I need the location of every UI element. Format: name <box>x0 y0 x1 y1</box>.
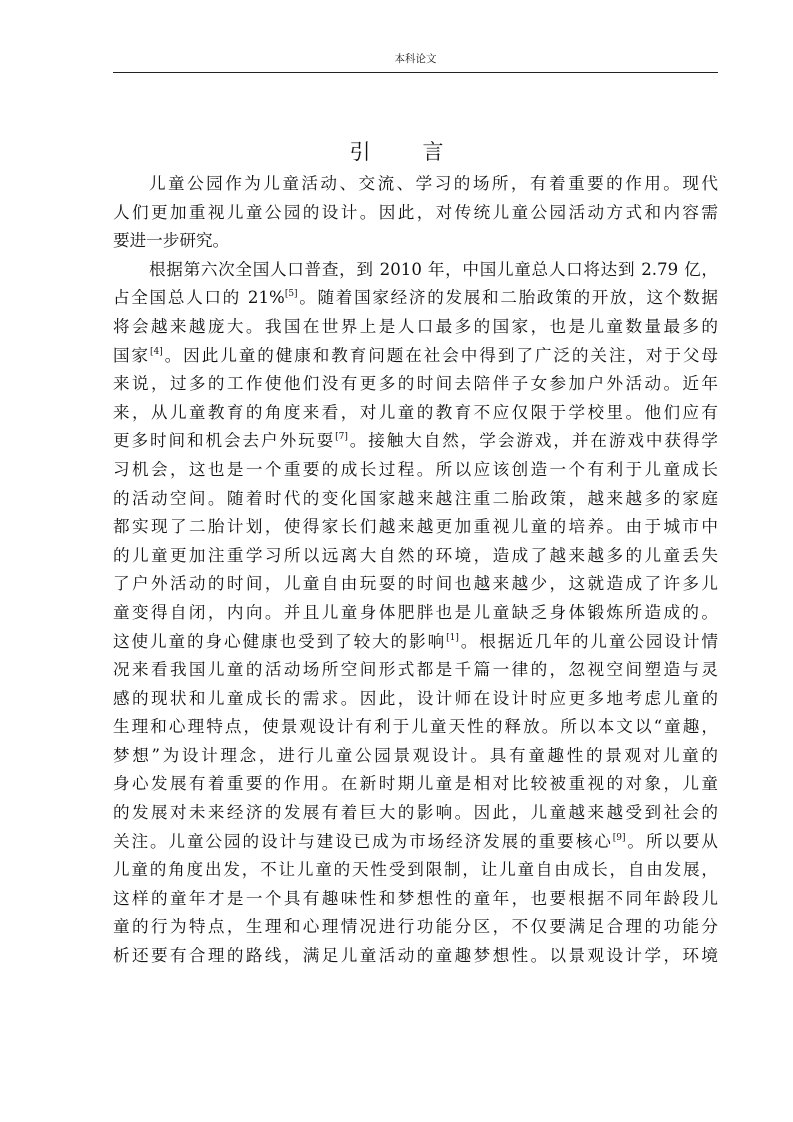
citation-ref: [7] <box>335 432 348 443</box>
section-title <box>0 138 793 166</box>
text-line: 人们更加重视儿童公园的设计。因此，对传统儿童公园活动方式和内容需 <box>113 202 718 222</box>
text-line: 生理和心理特点，使景观设计有利于儿童天性的释放。所以本文以“童趣， <box>113 717 718 737</box>
text-line: 的发展对未来经济的发展有着巨大的影响。因此，儿童越来越受到社会的 <box>113 803 718 823</box>
text-line <box>113 342 718 371</box>
text-line: 梦想”为设计理念，进行儿童公园景观设计。具有童趣性的景观对儿童的 <box>113 745 718 765</box>
text-line: 析还要有合理的路线，满足儿童活动的童趣梦想性。以景观设计学，环境 <box>113 946 718 966</box>
text-line: 根据第六次全国人口普查，到 2010 年，中国儿童总人口将达到 2.79 亿， <box>149 259 718 279</box>
text-line: 童变得自闭，内向。并且儿童身体肥胖也是儿童缺乏身体锻炼所造成的。 <box>113 602 718 622</box>
running-header <box>113 52 718 73</box>
text-line: 这样的童年才是一个具有趣味性和梦想性的童年，也要根据不同年龄段儿 <box>113 888 718 908</box>
text-line <box>113 628 718 657</box>
text-line: 了户外活动的时间，儿童自由玩耍的时间也越来越少，这就造成了许多儿 <box>113 574 718 594</box>
text-line: 儿童公园作为儿童活动、交流、学习的场所，有着重要的作用。现代 <box>149 174 718 193</box>
text-line: 感的现状和儿童成长的需求。因此，设计师在设计时应更多地考虑儿童的 <box>113 688 718 708</box>
text-line <box>113 828 718 857</box>
text-fragment: 国家 <box>113 345 151 365</box>
text-line: 身心发展有着重要的作用。在新时期儿童是相对比较被重视的对象，儿童 <box>113 774 718 794</box>
text-line: 习机会，这也是一个重要的成长过程。所以应该创造一个有利于儿童成长 <box>113 459 718 479</box>
section-title-char-2: 言 <box>422 140 444 164</box>
text-fragment: 。接触大自然，学会游戏，并在游戏中获得学 <box>347 431 718 451</box>
text-line: 况来看我国儿童的活动场所空间形式都是千篇一律的，忽视空间塑造与灵 <box>113 660 718 680</box>
text-line: 将会越来越庞大。我国在世界上是人口最多的国家，也是儿童数量最多的 <box>113 316 718 336</box>
text-fragment: 占全国总人口的 21% <box>113 288 285 308</box>
text-line: 要进一步研究。 <box>113 231 230 251</box>
text-line <box>113 427 718 456</box>
body-text <box>113 170 718 971</box>
text-fragment: 。所以要从 <box>625 831 719 851</box>
text-line: 来，从儿童教育的角度来看，对儿童的教育不应仅限于学校里。他们应有 <box>113 402 718 422</box>
citation-ref: [9] <box>612 832 626 843</box>
text-fragment: 这使儿童的身心健康也受到了较大的影响 <box>113 631 447 651</box>
citation-ref: [5] <box>284 289 298 300</box>
text-fragment: 更多时间和机会去户外玩耍 <box>113 431 336 451</box>
section-title-char-1: 引 <box>349 140 371 164</box>
text-line: 的活动空间。随着时代的变化国家越来越注重二胎政策，越来越多的家庭 <box>113 488 718 508</box>
text-line <box>113 284 718 313</box>
citation-ref: [4] <box>150 346 163 357</box>
running-header-title: 本科论文 <box>394 53 437 65</box>
text-line: 儿童的角度出发，不让儿童的天性受到限制，让儿童自由成长，自由发展， <box>113 860 718 880</box>
text-line: 来说，过多的工作使他们没有更多的时间去陪伴子女参加户外活动。近年 <box>113 374 718 394</box>
text-line: 都实现了二胎计划，使得家长们越来越更加重视儿童的培养。由于城市中 <box>113 517 718 537</box>
text-line: 童的行为特点，生理和心理情况进行功能分区，不仅要满足合理的功能分 <box>113 917 718 937</box>
text-fragment: 。因此儿童的健康和教育问题在社会中得到了广泛的关注，对于父母 <box>162 345 718 365</box>
text-fragment: 。根据近几年的儿童公园设计情 <box>458 631 718 651</box>
text-line: 的儿童更加注重学习所以远离大自然的环境，造成了越来越多的儿童丢失 <box>113 545 718 565</box>
citation-ref: [1] <box>446 632 459 643</box>
text-fragment: 关注。儿童公园的设计与建设已成为市场经济发展的重要核心 <box>113 831 613 851</box>
text-fragment: 。随着国家经济的发展和二胎政策的开放，这个数据 <box>297 288 718 308</box>
